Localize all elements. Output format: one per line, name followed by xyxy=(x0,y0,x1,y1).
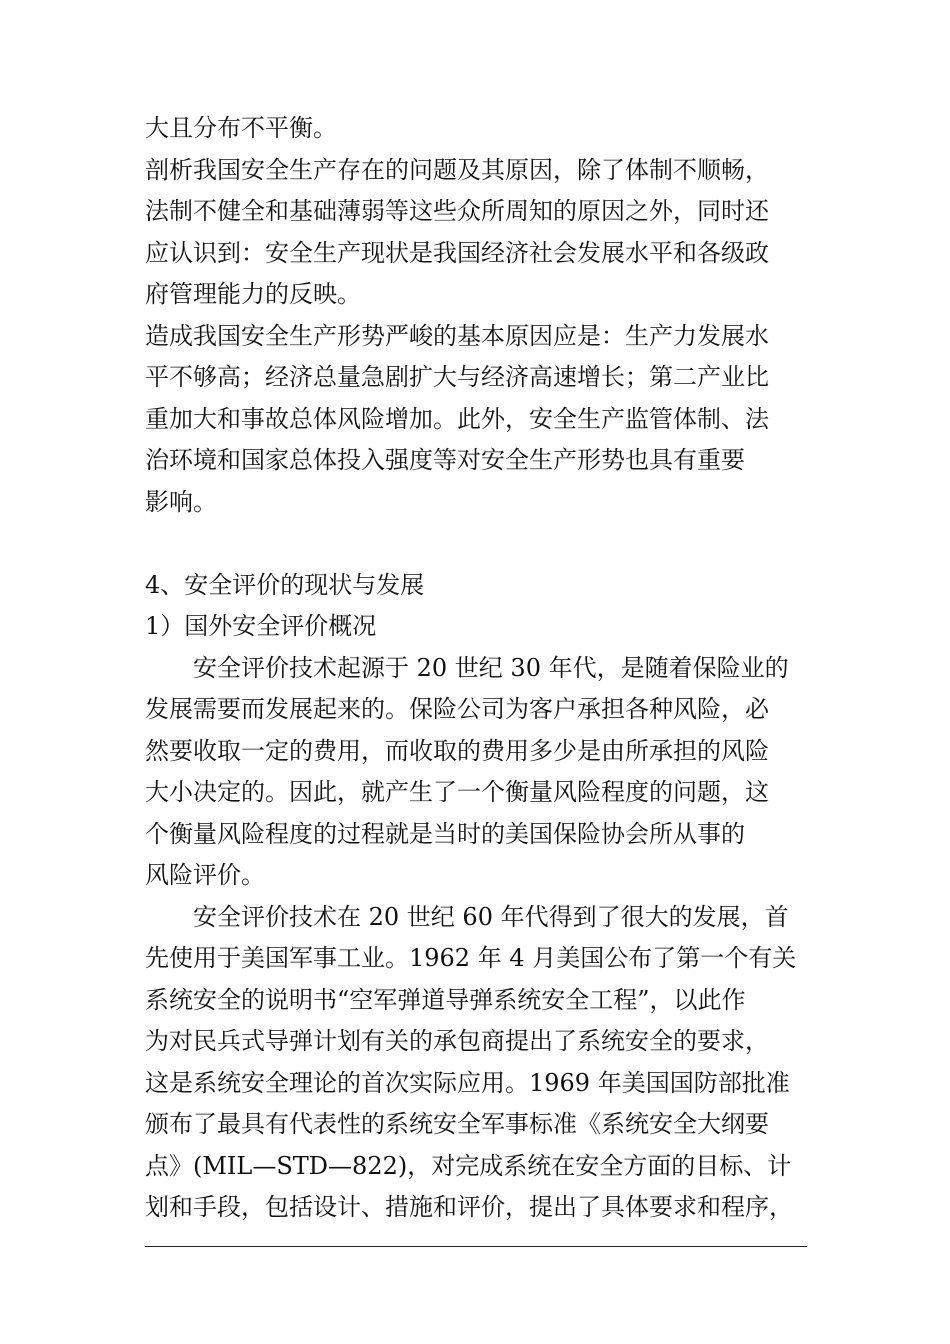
text-line: 先使用于美国军事工业。1962 年 4 月美国公布了第一个有关 xyxy=(145,944,797,972)
blank-line xyxy=(145,523,807,565)
text-line: 发展需要而发展起来的。保险公司为客户承担各种风险，必 xyxy=(145,695,769,723)
text-line: 法制不健全和基础薄弱等这些众所周知的原因之外，同时还 xyxy=(145,197,769,225)
text-line: 治环境和国家总体投入强度等对安全生产形势也具有重要 xyxy=(145,446,745,474)
text-line: 为对民兵式导弹计划有关的承包商提出了系统安全的要求， xyxy=(145,1027,769,1055)
text-line: 应认识到：安全生产现状是我国经济社会发展水平和各级政 xyxy=(145,238,769,267)
text-line: 颁布了最具有代表性的系统安全军事标准《系统安全大纲要 xyxy=(145,1110,769,1138)
text-line: 剖析我国安全生产存在的问题及其原因，除了体制不顺畅， xyxy=(145,155,769,184)
text-line: 系统安全的说明书“空军弹道导弹系统安全工程”，以此作 xyxy=(145,985,746,1014)
text-line: 影响。 xyxy=(145,487,217,516)
text-line: 大且分布不平衡。 xyxy=(145,114,337,142)
document-body xyxy=(145,108,807,1229)
text-line: 然要收取一定的费用，而收取的费用多少是由所承担的风险 xyxy=(145,736,769,765)
text-line: 造成我国安全生产形势严峻的基本原因应是：生产力发展水 xyxy=(145,321,769,350)
text-line: 风险评价。 xyxy=(145,861,265,889)
text-line: 4、安全评价的现状与发展 xyxy=(145,570,425,599)
text-line: 安全评价技术起源于 20 世纪 30 年代，是随着保险业的 xyxy=(193,653,789,682)
text-line: 大小决定的。因此，就产生了一个衡量风险程度的问题，这 xyxy=(145,778,769,806)
footer-divider xyxy=(145,1246,807,1247)
text-line: 平不够高；经济总量急剧扩大与经济高速增长；第二产业比 xyxy=(145,363,769,391)
text-line: 安全评价技术在 20 世纪 60 年代得到了很大的发展，首 xyxy=(193,902,789,931)
text-line: 1）国外安全评价概况 xyxy=(145,612,377,640)
text-line: 划和手段，包括设计、措施和评价，提出了具体要求和程序， xyxy=(145,1193,793,1221)
text-line: 府管理能力的反映。 xyxy=(145,280,361,308)
text-line: 重加大和事故总体风险增加。此外，安全生产监管体制、法 xyxy=(145,404,769,433)
text-line: 这是系统安全理论的首次实际应用。1969 年美国国防部批准 xyxy=(145,1068,790,1097)
text-line: 点》(MIL—STD—822)，对完成系统在安全方面的目标、计 xyxy=(145,1151,792,1180)
text-line: 个衡量风险程度的过程就是当时的美国保险协会所从事的 xyxy=(145,819,745,848)
